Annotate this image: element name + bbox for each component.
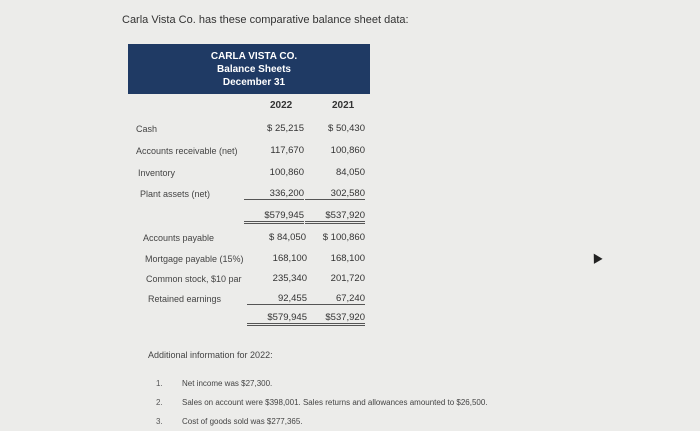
statement-date: December 31 <box>222 77 286 88</box>
mortgage-payable-2021: 168,100 <box>330 253 365 264</box>
row-label-common-stock: Common stock, $10 par <box>146 274 242 284</box>
company-name: CARLA VISTA CO. <box>210 51 298 62</box>
note-number: 1. <box>156 379 163 388</box>
column-header-2021: 2021 <box>332 100 355 111</box>
inventory-2021: 84,050 <box>335 167 365 178</box>
plant-assets-2021: 302,580 <box>305 188 365 200</box>
statement-title: Balance Sheets <box>217 64 291 75</box>
total-liabilities-equity-2021: $537,920 <box>305 312 365 326</box>
common-stock-2022: 235,340 <box>272 273 307 284</box>
common-stock-2021: 201,720 <box>330 273 365 284</box>
row-label-plant-assets: Plant assets (net) <box>140 189 211 199</box>
mortgage-payable-2022: 168,100 <box>272 253 307 264</box>
total-assets-2022: $579,945 <box>244 210 304 224</box>
total-liabilities-equity-2022: $579,945 <box>247 312 307 326</box>
retained-earnings-2021: 67,240 <box>305 293 365 305</box>
note-number: 3. <box>156 417 163 426</box>
note-net-income: Net income was $27,300. <box>182 379 273 388</box>
row-label-receivables: Accounts receivable (net) <box>136 146 238 156</box>
note-sales: Sales on account were $398,001. Sales returns and allowances amounted to $26,500. <box>182 398 488 407</box>
accounts-payable-2021: $ 100,860 <box>322 232 365 243</box>
cash-2021: $ 50,430 <box>328 123 365 134</box>
row-label-accounts-payable: Accounts payable <box>143 233 215 243</box>
additional-info-title: Additional information for 2022: <box>148 350 273 360</box>
row-label-cash: Cash <box>136 124 158 134</box>
inventory-2022: 100,860 <box>269 167 304 178</box>
retained-earnings-2022: 92,455 <box>247 293 307 305</box>
note-cogs: Cost of goods sold was $277,365. <box>182 417 303 426</box>
note-number: 2. <box>156 398 163 407</box>
mouse-cursor-icon <box>589 251 602 264</box>
column-header-2022: 2022 <box>270 100 293 111</box>
row-label-mortgage-payable: Mortgage payable (15%) <box>145 254 244 264</box>
total-assets-2021: $537,920 <box>305 210 365 224</box>
receivables-2021: 100,860 <box>330 145 365 156</box>
intro-text: Carla Vista Co. has these comparative balance sheet data: <box>122 14 409 26</box>
row-label-retained-earnings: Retained earnings <box>148 294 222 304</box>
row-label-inventory: Inventory <box>138 168 176 178</box>
accounts-payable-2022: $ 84,050 <box>269 232 306 243</box>
plant-assets-2022: 336,200 <box>244 188 304 200</box>
balance-sheet-header <box>128 44 370 94</box>
cash-2022: $ 25,215 <box>267 123 304 134</box>
receivables-2022: 117,670 <box>270 145 304 156</box>
